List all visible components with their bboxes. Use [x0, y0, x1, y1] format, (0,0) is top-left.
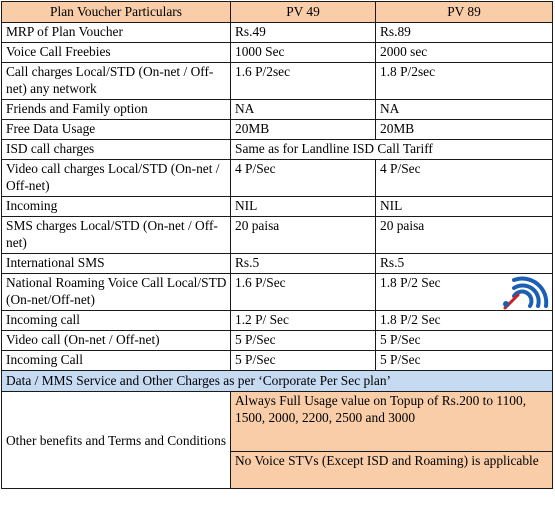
merged-value: Same as for Landline ISD Call Tariff	[231, 140, 553, 160]
table-row	[2, 217, 553, 254]
row-label: Friends and Family option	[2, 100, 231, 120]
row-label: Incoming	[2, 197, 231, 217]
header-particulars: Plan Voucher Particulars	[2, 2, 231, 23]
table-row	[2, 140, 553, 160]
row-label: Video call (On-net / Off-net)	[2, 331, 231, 351]
pv89-value: 2000 sec	[376, 43, 553, 63]
pv89-value: Rs.5	[376, 254, 553, 274]
table-header-row	[2, 2, 553, 23]
table-row	[2, 100, 553, 120]
row-label: Free Data Usage	[2, 120, 231, 140]
table-row	[2, 23, 553, 43]
pv49-value: Rs.49	[231, 23, 376, 43]
pv89-value: 1.8 P/2 Sec	[376, 274, 553, 311]
pv89-value: 20 paisa	[376, 217, 553, 254]
pv89-value: 5 P/Sec	[376, 351, 553, 371]
pv49-value: Rs.5	[231, 254, 376, 274]
row-label: Incoming call	[2, 311, 231, 331]
benefit-item: No Voice STVs (Except ISD and Roaming) is applicable	[231, 452, 553, 489]
benefits-row	[2, 392, 553, 452]
signal-arc-inner	[514, 292, 531, 306]
signal-dot	[503, 301, 509, 307]
pv49-value: 1.6 P/Sec	[231, 274, 376, 311]
table-row	[2, 63, 553, 100]
pv49-value: 20 paisa	[231, 217, 376, 254]
pv49-value: 1000 Sec	[231, 43, 376, 63]
pv89-value: 1.8 P/2sec	[376, 63, 553, 100]
row-label: ISD call charges	[2, 140, 231, 160]
pv49-value: 1.6 P/2sec	[231, 63, 376, 100]
pv89-value: 1.8 P/2 Sec	[376, 311, 553, 331]
pv49-value: 5 P/Sec	[231, 331, 376, 351]
other-benefits-label: Other benefits and Terms and Conditions	[2, 392, 231, 489]
table-row	[2, 311, 553, 331]
pv89-value: NA	[376, 100, 553, 120]
notice-row	[2, 371, 553, 392]
pv49-value: 4 P/Sec	[231, 160, 376, 197]
row-label: SMS charges Local/STD (On-net / Off-net)	[2, 217, 231, 254]
table-row	[2, 160, 553, 197]
notice-text: Data / MMS Service and Other Charges as per ‘Corporate Per Sec plan’	[2, 371, 553, 392]
row-label: International SMS	[2, 254, 231, 274]
wireless-signal-icon	[500, 268, 550, 310]
row-label: National Roaming Voice Call Local/STD (On-net/Off-net)	[2, 274, 231, 311]
pv49-value: 5 P/Sec	[231, 351, 376, 371]
row-label: Incoming Call	[2, 351, 231, 371]
benefit-item: Always Full Usage value on Topup of Rs.200 to 1100, 1500, 2000, 2200, 2500 and 3000	[231, 392, 553, 452]
pv49-value: 1.2 P/ Sec	[231, 311, 376, 331]
table-row	[2, 254, 553, 274]
pv49-value: 20MB	[231, 120, 376, 140]
row-label: Video call charges Local/STD (On-net / Off-net)	[2, 160, 231, 197]
pv89-value: 5 P/Sec	[376, 331, 553, 351]
pv49-value: NIL	[231, 197, 376, 217]
header-pv49: PV 49	[231, 2, 376, 23]
pv49-value: NA	[231, 100, 376, 120]
plan-voucher-table	[1, 1, 553, 489]
header-pv89: PV 89	[376, 2, 553, 23]
row-label: Call charges Local/STD (On-net / Off-net) any network	[2, 63, 231, 100]
table-row	[2, 120, 553, 140]
pv89-value: Rs.89	[376, 23, 553, 43]
table-row	[2, 197, 553, 217]
table-row	[2, 331, 553, 351]
row-label: MRP of Plan Voucher	[2, 23, 231, 43]
table-row	[2, 274, 553, 311]
table-row	[2, 43, 553, 63]
table-row	[2, 351, 553, 371]
pv89-value: 4 P/Sec	[376, 160, 553, 197]
pv89-value: 20MB	[376, 120, 553, 140]
pv89-value: NIL	[376, 197, 553, 217]
row-label: Voice Call Freebies	[2, 43, 231, 63]
